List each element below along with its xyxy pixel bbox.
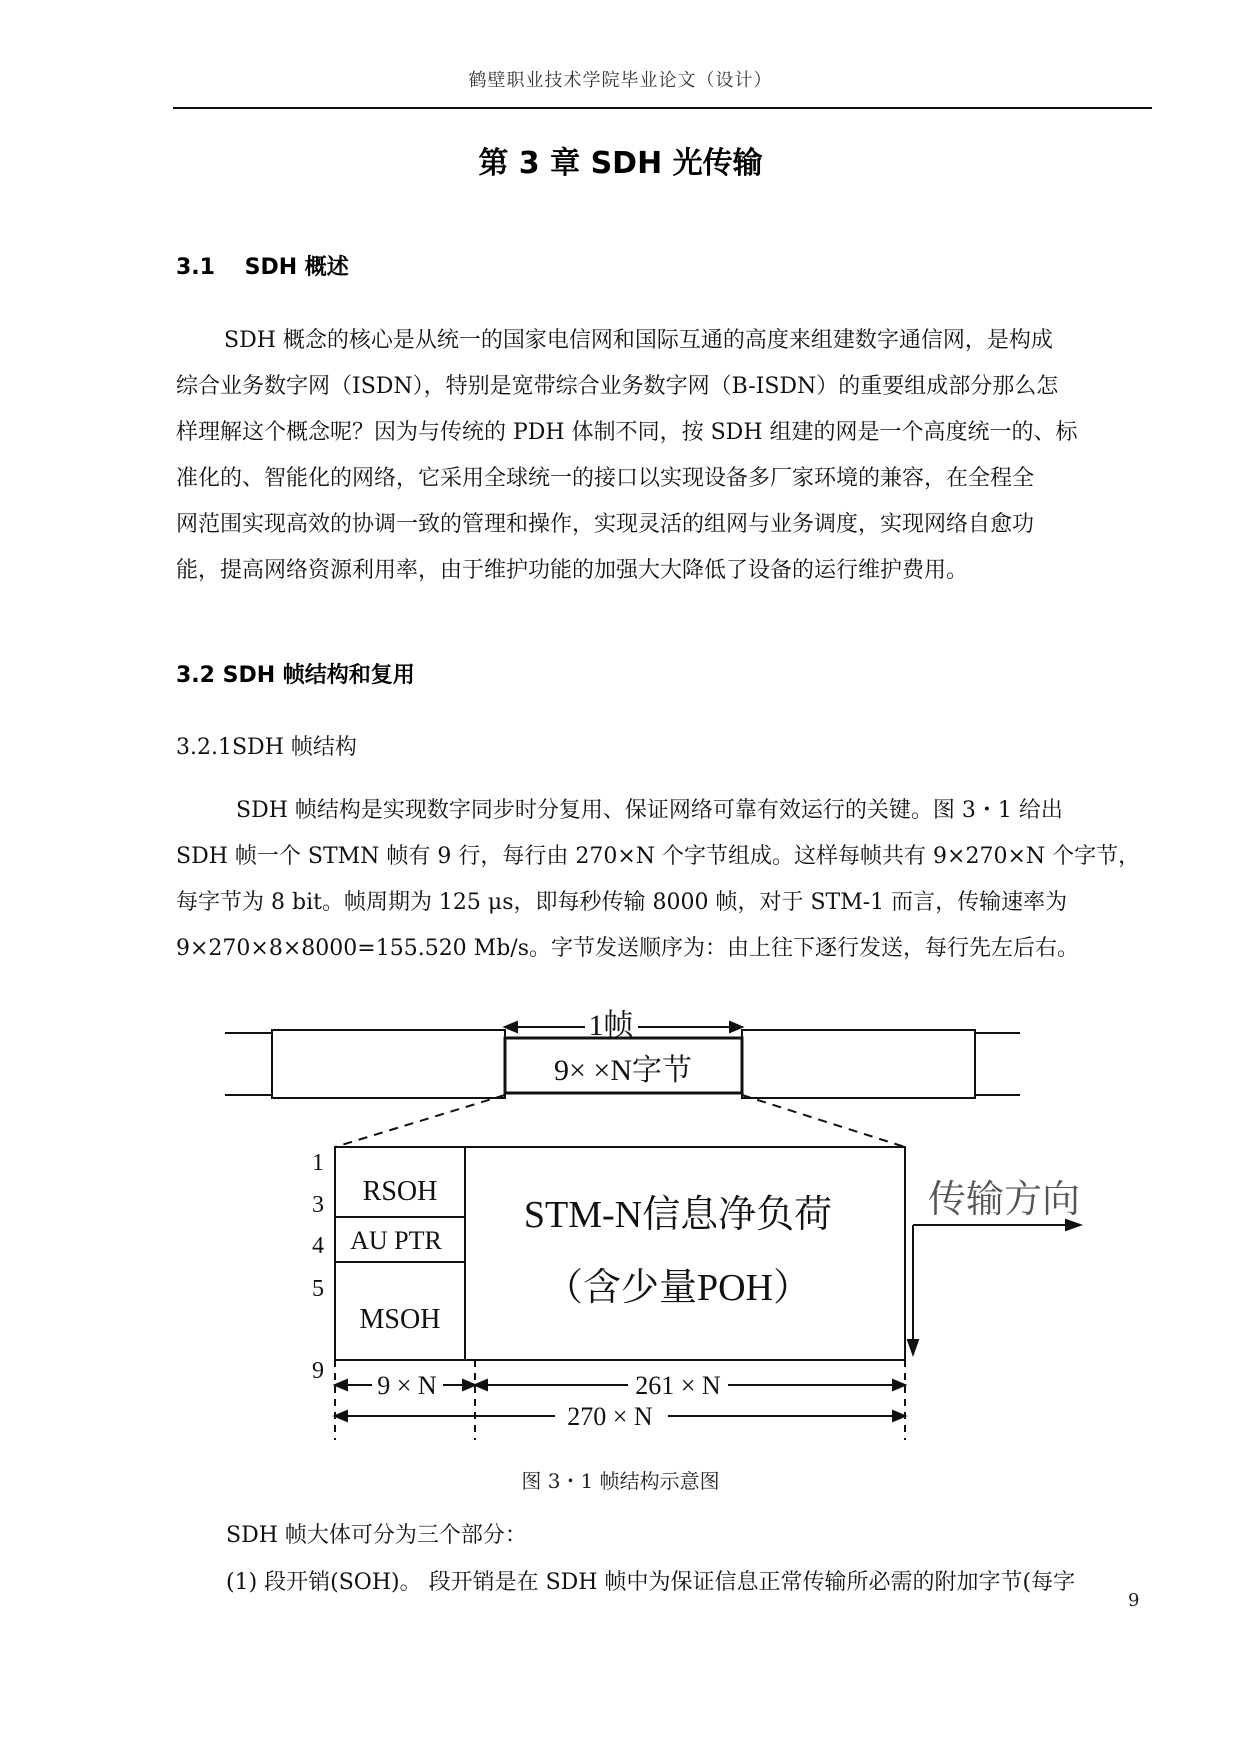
previous-frame-box <box>272 1030 505 1098</box>
dimension-right-label: 261 × N <box>635 1371 721 1400</box>
next-frame-box <box>742 1030 975 1098</box>
chapter-title: 第 3 章 SDH 光传输 <box>478 146 763 181</box>
paragraph-line: 样理解这个概念呢？因为与传统的 PDH 体制不同，按 SDH 组建的网是一个高度统一的、标 <box>176 420 1078 445</box>
section-3-2-heading: 3.2 SDH 帧结构和复用 <box>176 663 415 688</box>
page-header: 鹤壁职业技术学院毕业论文（设计） <box>468 70 773 91</box>
body-line: SDH 帧大体可分为三个部分： <box>226 1523 527 1548</box>
figure-caption: 图 3・1 帧结构示意图 <box>521 1469 720 1493</box>
row-label: 5 <box>312 1276 324 1302</box>
rsoh-label: RSOH <box>362 1176 438 1207</box>
body-line: (1) 段开销(SOH)。 段开销是在 SDH 帧中为保证信息正常传输所必需的附加字节(每字 <box>226 1570 1076 1595</box>
section-3-1-heading: 3.1 SDH 概述 <box>176 255 349 280</box>
row-label: 1 <box>312 1150 324 1176</box>
au-ptr-label: AU PTR <box>350 1226 442 1255</box>
payload-label: STM-N信息净负荷 <box>523 1194 833 1236</box>
payload-subtitle: （含少量POH） <box>544 1267 812 1309</box>
paragraph-line: SDH 帧结构是实现数字同步时分复用、保证网络可靠有效运行的关键。图 3・1 给出 <box>236 798 1063 823</box>
dimension-left-label: 9 × N <box>377 1371 437 1400</box>
msoh-label: MSOH <box>359 1304 441 1335</box>
paragraph-line: 综合业务数字网（ISDN），特别是宽带综合业务数字网（B-ISDN）的重要组成部分那么怎 <box>176 374 1059 399</box>
paragraph-line: SDH 帧一个 STMN 帧有 9 行，每行由 270×N 个字节组成。这样每帧共有 9×270×N 个字节， <box>176 844 1141 869</box>
direction-arrow <box>908 1220 1080 1354</box>
row-label: 4 <box>312 1233 324 1259</box>
paragraph-line: 准化的、智能化的网络，它采用全球统一的接口以实现设备多厂家环境的兼容，在全程全 <box>176 466 1035 491</box>
frame-bytes-label: 9× ×N字节 <box>553 1054 693 1087</box>
section-3-2-1-subheading: 3.2.1SDH 帧结构 <box>176 735 357 760</box>
paragraph-line: 9×270×8×8000=155.520 Mb/s。字节发送顺序为：由上往下逐行发送，每行先左后右。 <box>176 936 1079 961</box>
paragraph-line: 网范围实现高效的协调一致的管理和操作，实现灵活的组网与业务调度，实现网络自愈功 <box>176 512 1035 537</box>
frame-label: 1帧 <box>588 1009 634 1042</box>
paragraph-line: 每字节为 8 bit。帧周期为 125 μs，即每秒传输 8000 帧，对于 STM-1 而言，传输速率为 <box>176 890 1068 915</box>
paragraph-line: SDH 概念的核心是从统一的国家电信网和国际互通的高度来组建数字通信网，是构成 <box>224 328 1053 353</box>
paragraph-line: 能，提高网络资源利用率，由于维护功能的加强大大降低了设备的运行维护费用。 <box>176 558 969 583</box>
direction-label: 传输方向 <box>928 1179 1081 1221</box>
dimension-total-label: 270 × N <box>567 1402 653 1431</box>
expansion-lines <box>335 1095 905 1147</box>
page-number: 9 <box>1128 1590 1140 1611</box>
row-label: 9 <box>312 1358 324 1384</box>
row-label: 3 <box>312 1192 324 1218</box>
